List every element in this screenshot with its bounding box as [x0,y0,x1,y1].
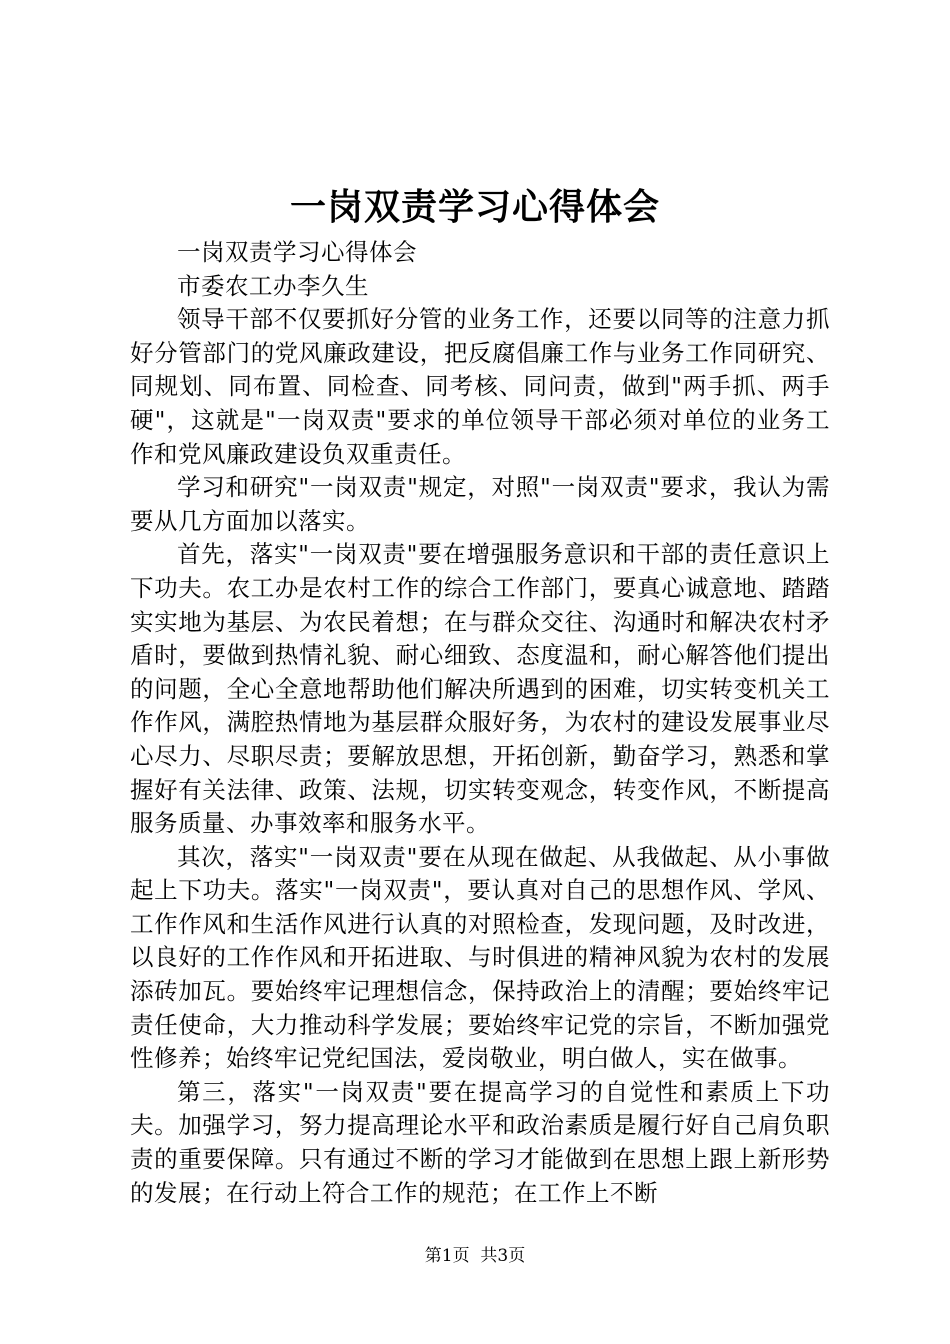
page-number: 第1页 共3页 [424,1246,526,1266]
author-paragraph: 市委农工办李久生 [177,271,369,300]
body-paragraph: 第三，落实"一岗双责"要在提高学习的自觉性和素质上下功夫。加强学习，努力提高理论水平和政治素质是履行好自己肩负职责的重要保障。只有通过不断的学习才能做到在思想上跟上新形势的发展；在行动上符合工作的规范；在工作上不断 [130,1077,830,1207]
document-title: 一岗双责学习心得体会 [289,186,660,228]
page-footer [0,1245,950,1267]
body-paragraph: 学习和研究"一岗双责"规定，对照"一岗双责"要求，我认为需要从几方面加以落实。 [130,473,830,535]
body-paragraph: 首先，落实"一岗双责"要在增强服务意识和干部的责任意识上下功夫。农工办是农村工作的综合工作部门，要真心诚意地、踏踏实实地为基层、为农民着想；在与群众交往、沟通时和解决农村矛盾时，要做到热情礼貌、耐心细致、态度温和，耐心解答他们提出的问题，全心全意地帮助他们解决所遇到的困难，切实转变机关工作作风，满腔热情地为基层群众服好务，为农村的建设发展事业尽心尽力、尽职尽责；要解放思想，开拓创新，勤奋学习，熟悉和掌握好有关法律、政策、法规，切实转变观念，转变作风，不断提高服务质量、办事效率和服务水平。 [130,540,830,838]
body-paragraph: 其次，落实"一岗双责"要在从现在做起、从我做起、从小事做起上下功夫。落实"一岗双责"，要认真对自己的思想作风、学风、工作作风和生活作风进行认真的对照检查，发现问题，及时改进，以良好的工作作风和开拓进取、与时俱进的精神风貌为农村的发展添砖加瓦。要始终牢记理想信念，保持政治上的清醒；要始终牢记责任使命，大力推动科学发展；要始终牢记党的宗旨，不断加强党性修养；始终牢记党纪国法，爱岗敬业，明白做人，实在做事。 [130,842,830,1073]
document-body [130,236,830,1210]
body-paragraph: 领导干部不仅要抓好分管的业务工作，还要以同等的注意力抓好分管部门的党风廉政建设，把反腐倡廉工作与业务工作同研究、同规划、同布置、同检查、同考核、同问责，做到"两手抓、两手硬"，这就是"一岗双责"要求的单位领导干部必须对单位的业务工作和党风廉政建设负双重责任。 [130,305,830,468]
subtitle-paragraph: 一岗双责学习心得体会 [177,238,417,266]
